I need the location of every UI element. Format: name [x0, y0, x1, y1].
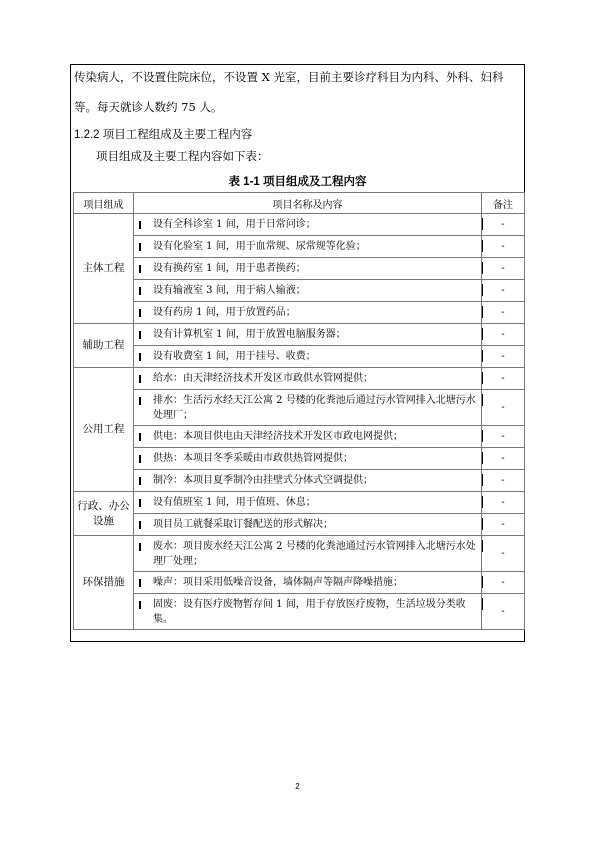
- item-description-cell: [134, 426, 482, 448]
- cell-tick-mark: [482, 598, 483, 610]
- project-table: [73, 192, 525, 630]
- item-description: 排水：生活污水经天江公寓 2 号楼的化粪池后通过污水管网排入北塘污水处理厂；: [153, 394, 476, 421]
- cell-tick-mark: [482, 218, 483, 230]
- cell-tick-mark: [482, 394, 483, 406]
- item-note-text: -: [501, 475, 505, 486]
- item-note-text: -: [501, 577, 505, 588]
- item-note: [482, 214, 525, 236]
- item-description-cell: [134, 390, 482, 426]
- body-line-2: 等。每天就诊人数约 75 人。: [74, 100, 223, 114]
- table-row: [74, 536, 525, 572]
- cell-tick-mark: [482, 284, 483, 296]
- table-row: [74, 492, 525, 514]
- item-note: [482, 390, 525, 426]
- bullet-marker-icon: [139, 543, 141, 551]
- cell-tick-mark: [482, 496, 483, 508]
- item-description: 固废：设有医疗废物暂存间 1 间，用于存放医疗废物，生活垃圾分类收集。: [153, 598, 466, 625]
- bullet-marker-icon: [139, 397, 141, 405]
- item-description-cell: [134, 214, 482, 236]
- section-heading: 1.2.2 项目工程组成及主要工程内容: [74, 129, 253, 141]
- table-row: [74, 572, 525, 594]
- cell-tick-mark: [482, 540, 483, 552]
- bullet-marker-icon: [139, 287, 141, 295]
- table-caption: 表 1-1 项目组成及工程内容: [228, 176, 367, 188]
- bullet-marker-icon: [139, 499, 141, 507]
- item-description-cell: [134, 470, 482, 492]
- item-note: [482, 448, 525, 470]
- table-header-row: [74, 193, 525, 214]
- item-description-cell: [134, 346, 482, 368]
- group-name: 辅助工程: [74, 324, 134, 368]
- table-row: [74, 514, 525, 536]
- header-note: 备注: [482, 193, 525, 214]
- table-row: [74, 390, 525, 426]
- item-description-cell: [134, 536, 482, 572]
- bullet-marker-icon: [139, 375, 141, 383]
- item-note-text: -: [501, 453, 505, 464]
- item-note: [482, 514, 525, 536]
- item-description: 设有药房 1 间，用于放置药品；: [153, 307, 296, 318]
- table-row: [74, 280, 525, 302]
- item-description: 给水：由天津经济技术开发区市政供水管网提供；: [153, 373, 373, 384]
- item-description-cell: [134, 236, 482, 258]
- group-name: 行政、办公设施: [74, 492, 134, 536]
- cell-tick-mark: [482, 576, 483, 588]
- item-description: 设有换药室 1 间，用于患者换药；: [153, 263, 306, 274]
- cell-tick-mark: [482, 240, 483, 252]
- item-description: 设有收费室 1 间，用于挂号、收费；: [153, 351, 316, 362]
- header-content: 项目名称及内容: [134, 193, 482, 214]
- item-note: [482, 572, 525, 594]
- bullet-marker-icon: [139, 221, 141, 229]
- item-note: [482, 346, 525, 368]
- item-note: [482, 594, 525, 630]
- cell-tick-mark: [482, 262, 483, 274]
- intro-text: 项目组成及主要工程内容如下表：: [96, 149, 269, 163]
- item-description: 项目员工就餐采取订餐配送的形式解决；: [153, 519, 333, 530]
- header-group: 项目组成: [74, 193, 134, 214]
- bullet-marker-icon: [139, 601, 141, 609]
- item-note: [482, 536, 525, 572]
- page-number: 2: [295, 782, 300, 791]
- cell-tick-mark: [482, 328, 483, 340]
- item-description: 设有输液室 3 间，用于病人输液；: [153, 285, 306, 296]
- item-note-text: -: [501, 548, 505, 559]
- table-row: [74, 324, 525, 346]
- item-note: [482, 368, 525, 390]
- item-note-text: -: [501, 402, 505, 413]
- group-name: 主体工程: [74, 214, 134, 324]
- item-description-cell: [134, 514, 482, 536]
- item-description: 设有计算机室 1 间，用于放置电脑服务器；: [153, 329, 346, 340]
- item-note-text: -: [501, 241, 505, 252]
- table-row: [74, 368, 525, 390]
- item-note-text: -: [501, 219, 505, 230]
- bullet-marker-icon: [139, 309, 141, 317]
- item-note: [482, 492, 525, 514]
- table-row: [74, 346, 525, 368]
- group-name: 环保措施: [74, 536, 134, 630]
- item-note-text: -: [501, 285, 505, 296]
- table-row: [74, 470, 525, 492]
- item-note-text: -: [501, 519, 505, 530]
- bullet-marker-icon: [139, 243, 141, 251]
- bullet-marker-icon: [139, 521, 141, 529]
- item-description-cell: [134, 280, 482, 302]
- cell-tick-mark: [482, 474, 483, 486]
- item-description-cell: [134, 492, 482, 514]
- cell-tick-mark: [482, 306, 483, 318]
- group-name: 公用工程: [74, 368, 134, 492]
- bullet-marker-icon: [139, 331, 141, 339]
- item-description: 设有化验室 1 间，用于血常规、尿常规等化验；: [153, 241, 366, 252]
- item-description-cell: [134, 258, 482, 280]
- item-description-cell: [134, 594, 482, 630]
- item-note: [482, 324, 525, 346]
- table-row: [74, 258, 525, 280]
- item-note: [482, 258, 525, 280]
- item-description-cell: [134, 368, 482, 390]
- cell-tick-mark: [482, 350, 483, 362]
- cell-tick-mark: [482, 518, 483, 530]
- item-description: 供电：本项目供电由天津经济技术开发区市政电网提供；: [153, 431, 403, 442]
- item-note: [482, 236, 525, 258]
- bullet-marker-icon: [139, 265, 141, 273]
- table-body: [74, 214, 525, 630]
- item-note-text: -: [501, 431, 505, 442]
- item-description-cell: [134, 324, 482, 346]
- bullet-marker-icon: [139, 579, 141, 587]
- table-row: [74, 302, 525, 324]
- item-note-text: -: [501, 497, 505, 508]
- cell-tick-mark: [482, 430, 483, 442]
- bullet-marker-icon: [139, 455, 141, 463]
- item-note-text: -: [501, 351, 505, 362]
- item-note-text: -: [501, 307, 505, 318]
- item-note-text: -: [501, 263, 505, 274]
- item-note-text: -: [501, 329, 505, 340]
- item-description: 设有全科诊室 1 间，用于日常问诊；: [153, 219, 316, 230]
- item-description: 制冷：本项目夏季制冷由挂壁式分体式空调提供；: [153, 475, 373, 486]
- item-note: [482, 426, 525, 448]
- table-row: [74, 426, 525, 448]
- table-row: [74, 448, 525, 470]
- item-note: [482, 280, 525, 302]
- bullet-marker-icon: [139, 353, 141, 361]
- cell-tick-mark: [482, 372, 483, 384]
- bullet-marker-icon: [139, 477, 141, 485]
- item-note: [482, 470, 525, 492]
- bullet-marker-icon: [139, 433, 141, 441]
- item-description: 废水：项目废水经天江公寓 2 号楼的化粪池通过污水管网排入北塘污水处理厂处理；: [153, 540, 476, 567]
- item-note-text: -: [501, 373, 505, 384]
- item-note: [482, 302, 525, 324]
- item-description-cell: [134, 302, 482, 324]
- item-note-text: -: [501, 606, 505, 617]
- table-row: [74, 236, 525, 258]
- table-row: [74, 214, 525, 236]
- cell-tick-mark: [482, 452, 483, 464]
- item-description-cell: [134, 448, 482, 470]
- item-description: 供热：本项目冬季采暖由市政供热管网提供；: [153, 453, 353, 464]
- table-row: [74, 594, 525, 630]
- item-description-cell: [134, 572, 482, 594]
- item-description: 噪声：项目采用低噪音设备，墙体隔声等隔声降噪措施；: [153, 577, 403, 588]
- item-description: 设有值班室 1 间，用于值班、休息；: [153, 497, 316, 508]
- body-line-1: 传染病人，不设置住院床位，不设置 X 光室，目前主要诊疗科目为内科、外科、妇科: [74, 70, 504, 84]
